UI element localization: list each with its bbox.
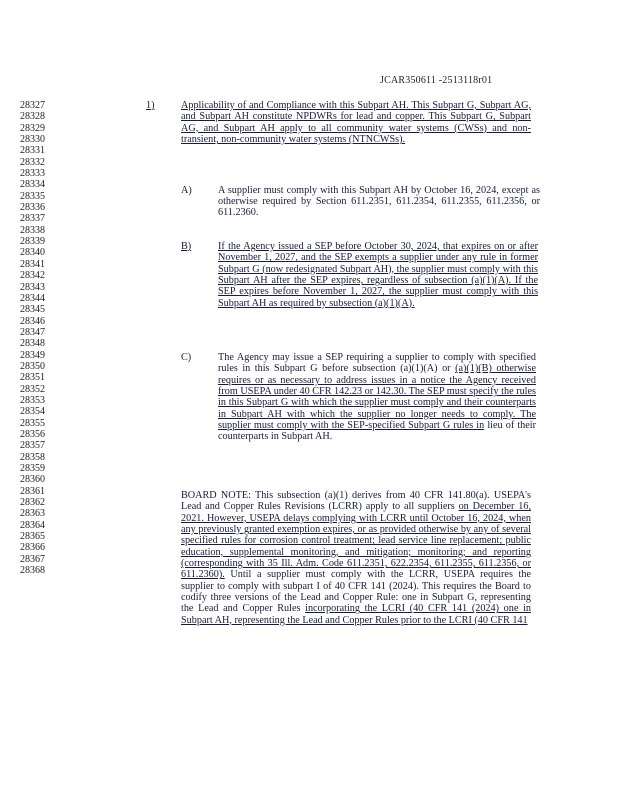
line-number: 28354 (20, 406, 45, 418)
line-number: 28349 (20, 349, 45, 361)
line-number: 28363 (20, 508, 45, 520)
line-number: 28357 (20, 440, 45, 452)
line-number: 28329 (20, 122, 45, 134)
line-number: 28328 (20, 111, 45, 123)
line-number: 28334 (20, 179, 45, 191)
line-number: 28344 (20, 292, 45, 304)
board-note-text-middle: Until a supplier must comply with the LCRR, USEPA requires the supplier to comply with subpart I of 40 CFR 141 (2024). This requires the Board to codify three versions of the Lead and Copper Rule: one in Subpart G, representing the Lead and Copper Rules (181, 569, 531, 615)
line-number: 28333 (20, 168, 45, 180)
paragraph-applicability (181, 100, 531, 145)
line-number: 28327 (20, 100, 45, 111)
line-number: 28356 (20, 428, 45, 440)
line-number: 28343 (20, 281, 45, 293)
line-number: 28346 (20, 315, 45, 327)
line-number-column (20, 100, 60, 576)
line-number: 28335 (20, 190, 45, 202)
line-number: 28350 (20, 360, 45, 372)
line-number: 28366 (20, 542, 45, 554)
item-label-b: B) (181, 241, 192, 252)
line-number: 28360 (20, 474, 45, 486)
item-c-text-underlined: (a)(1)(B) otherwise requires or as necessary to address issues in a notice the Agency received from USEPA under 40 CFR 142.23 or 142.30. The SEP must specify the rules in this Subpart G with which the supplier must comply and their counterparts in Subpart AH with which the supplier no longer needs to comply. The supplier must comply with the SEP-specified Subpart G rules in (218, 363, 536, 432)
line-number: 28368 (20, 565, 45, 577)
document-id-header: JCAR350611 -2513118r01 (380, 75, 493, 86)
item-c-text-tail: lieu of their counterparts in Subpart AH. (218, 420, 536, 443)
item-b-text (218, 241, 538, 309)
line-number: 28342 (20, 270, 45, 282)
line-number: 28332 (20, 156, 45, 168)
item-label-a: A) (181, 184, 192, 196)
line-number: 28347 (20, 326, 45, 338)
line-number: 28330 (20, 134, 45, 146)
line-number: 28367 (20, 553, 45, 565)
board-note-text-underlined: on December 16, 2021. However, USEPA delays complying with LCRR until October 16, 2024, when any previously granted exemption expires, or as provided otherwise by any of several specified rules for corrosion control treatment; lead service line replacement; public education, supplemental monitoring, and mitigation; monitoring; and reporting (corresponding with 35 Ill. Adm. Code 611.2351, 622.2354, 611.2355, 611.2356, or 611.2360). (181, 501, 531, 581)
line-number: 28336 (20, 202, 45, 214)
line-number: 28341 (20, 258, 45, 270)
line-number: 28351 (20, 372, 45, 384)
line-number: 28340 (20, 247, 45, 259)
line-number: 28361 (20, 485, 45, 497)
line-number: 28339 (20, 236, 45, 248)
line-number: 28353 (20, 394, 45, 406)
line-number: 28358 (20, 451, 45, 463)
line-number: 28337 (20, 213, 45, 225)
item-c-text (218, 352, 536, 443)
line-number: 28359 (20, 463, 45, 474)
line-number: 28364 (20, 519, 45, 531)
item-a-text: A supplier must comply with this Subpart AH by October 16, 2024, except as otherwise required by Section 611.2351, 611.2354, 611.2355, 611.2356, or 611.2360. (218, 184, 540, 219)
paragraph-label-1: 1) (146, 100, 155, 111)
board-note-text-underlined-2: incorporating the LCRI (40 CFR 141 (2024) one in Subpart AH, representing the Lead and Copper Rules prior to the LCRI (40 CFR 141 (181, 603, 531, 626)
line-number: 28365 (20, 531, 45, 543)
line-number: 28355 (20, 417, 45, 429)
line-number: 28338 (20, 224, 45, 236)
item-label-c: C) (181, 352, 192, 363)
line-number: 28345 (20, 304, 45, 316)
board-note (181, 490, 531, 626)
line-number: 28348 (20, 338, 45, 350)
line-number: 28352 (20, 383, 45, 395)
item-b-text-underlined: If the Agency issued a SEP before October 30, 2024, that expires on or after November 1, 2027, and the SEP exempts a supplier under any rule in former Subpart G (now redesignated Subpart AH), the supplier must comply with this Subpart AH after the SEP expires, regardless of subsection (a)(1)(A). If the SEP expires before November 1, 2027, the supplier must comply with this Subpart AH as required by subsection (a)(1)(A). (218, 241, 538, 309)
line-number: 28362 (20, 497, 45, 509)
item-c-text-plain: The Agency may issue a SEP requiring a supplier to comply with specified rules in this Subpart G before subsection (a)(1)(A) or (218, 352, 536, 375)
board-note-text-plain: BOARD NOTE: This subsection (a)(1) derives from 40 CFR 141.80(a). USEPA's Lead and Copper Rules Revisions (LCRR) apply to all suppliers (181, 490, 531, 513)
paragraph-applicability-text: Applicability of and Compliance with this Subpart AH. This Subpart G, Subpart AG, and Subpart AH constitute NPDWRs for lead and copper. This Subpart G, Subpart AG, and Subpart AH apply to all community water systems (CWSs) and non-transient, non-community water systems (NTNCWSs). (181, 100, 531, 146)
line-number: 28331 (20, 145, 45, 157)
